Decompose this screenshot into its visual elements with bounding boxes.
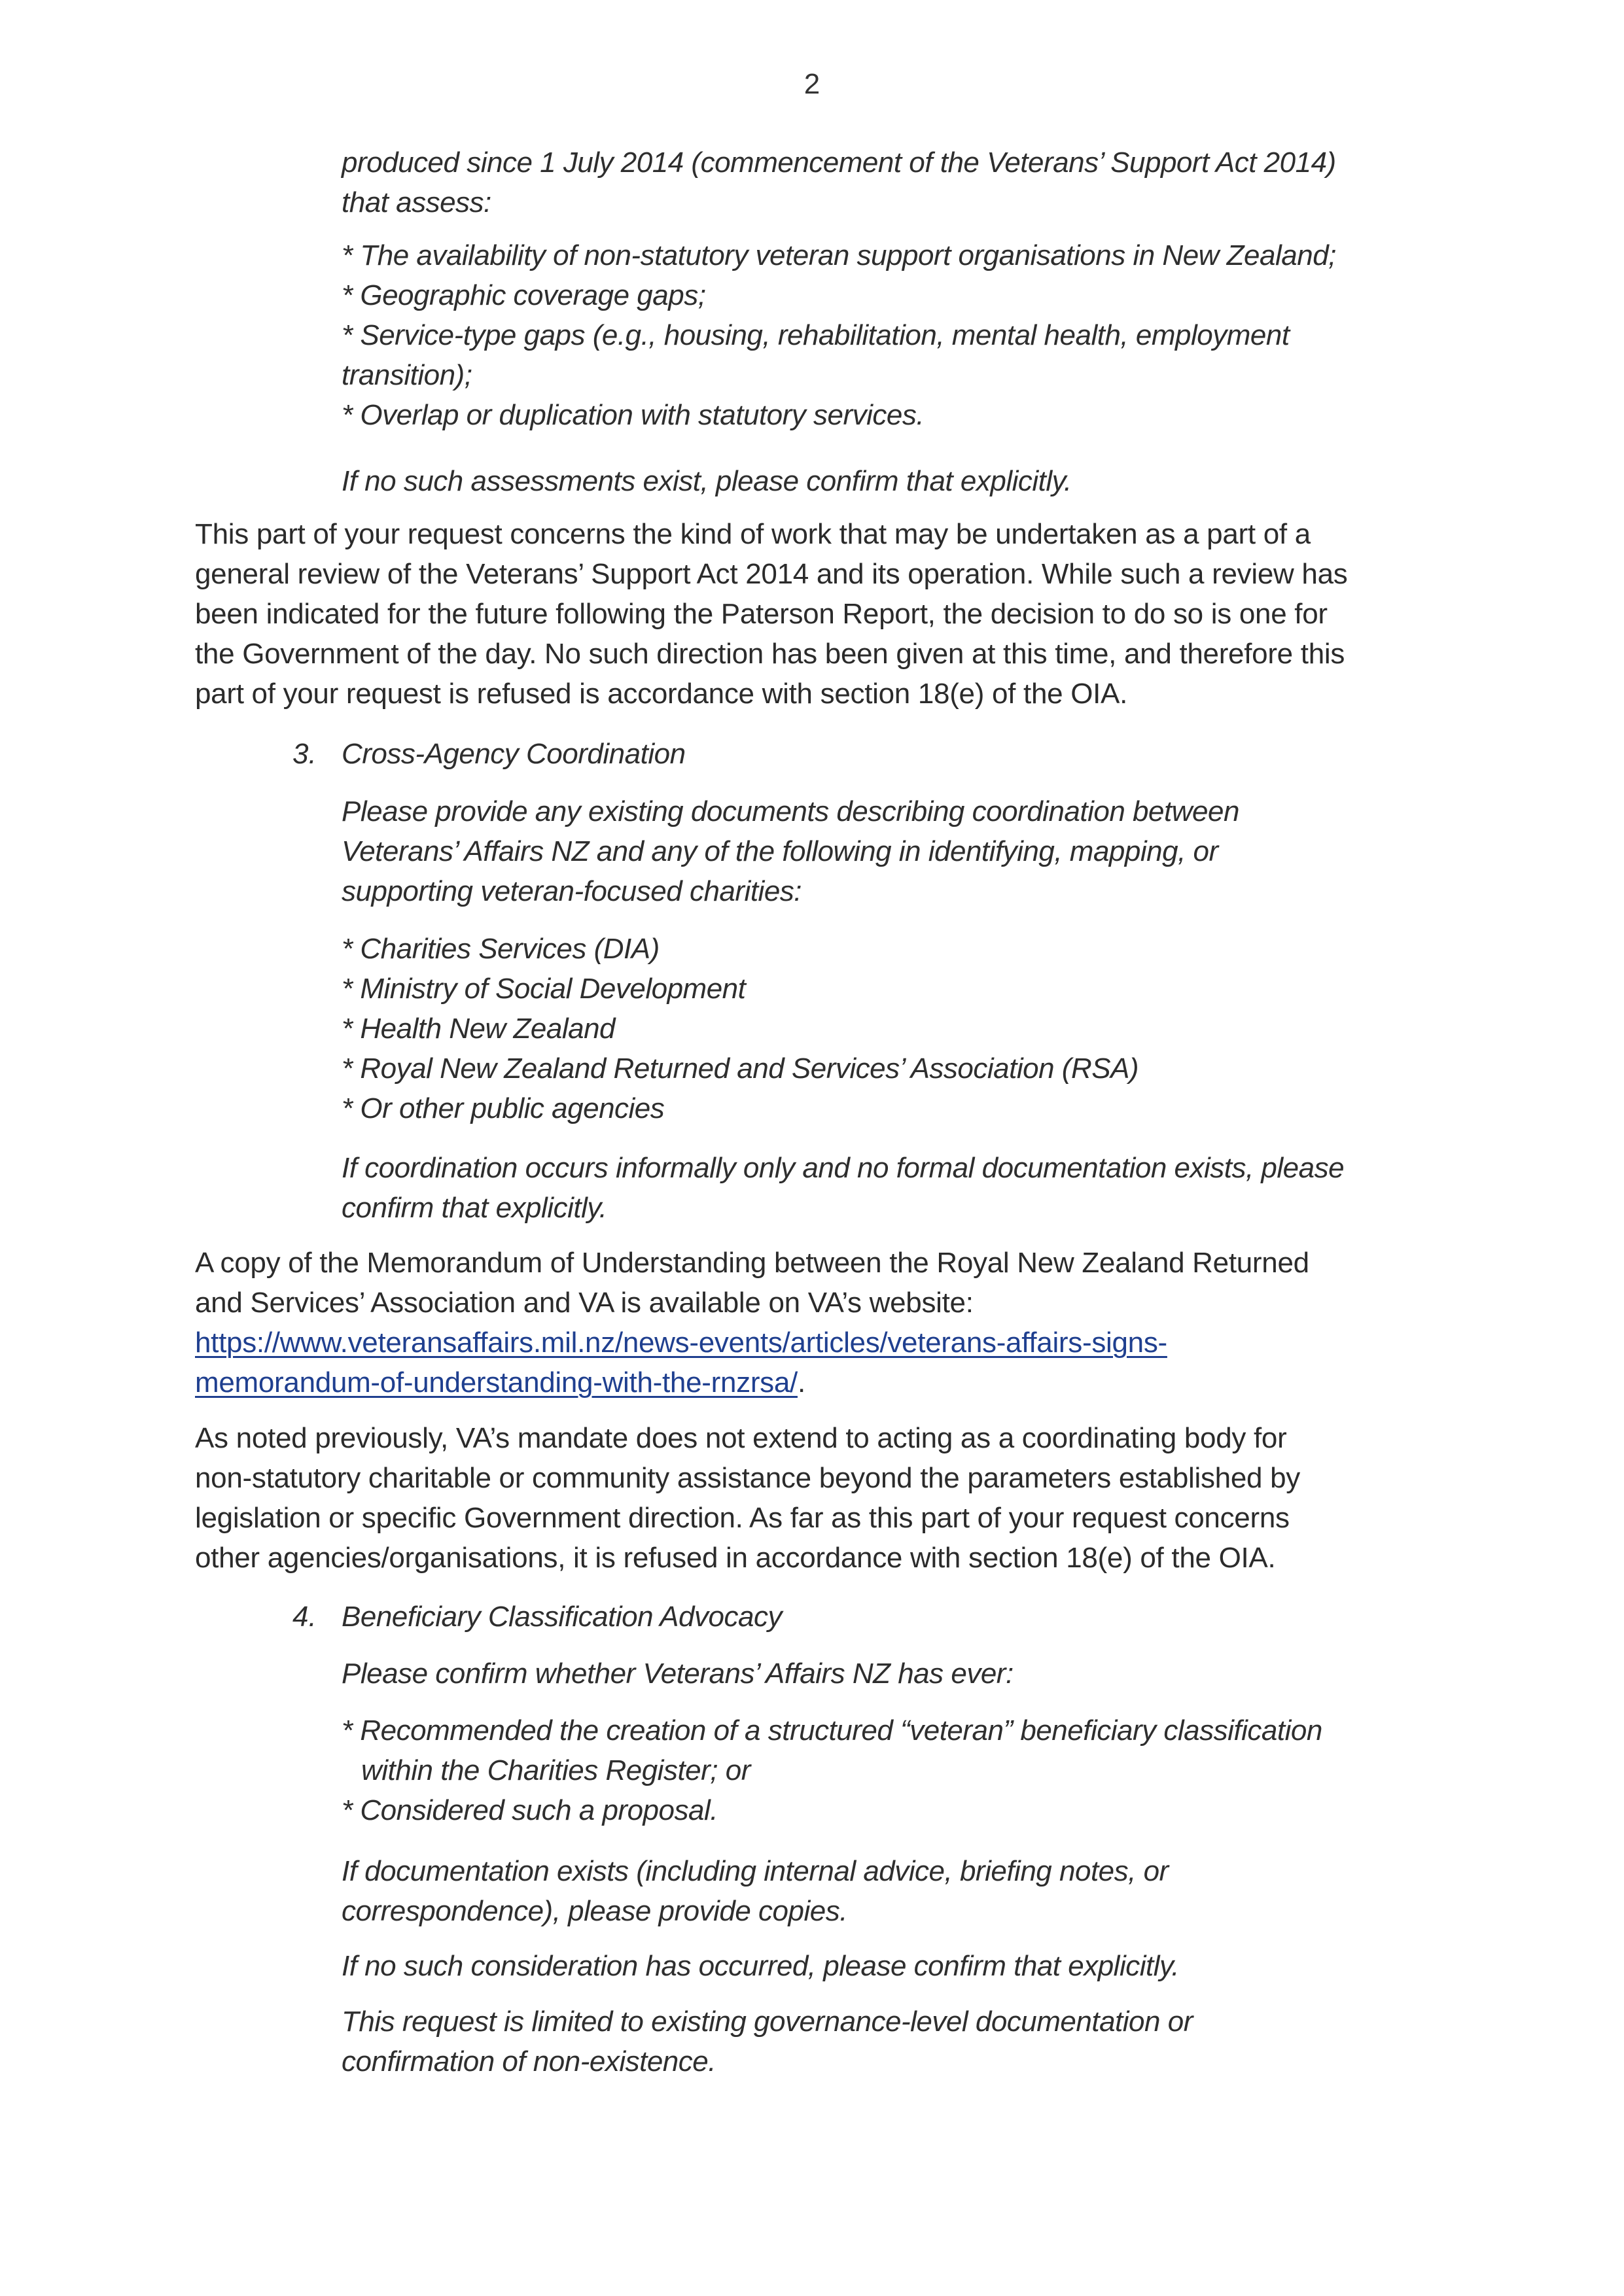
section3-heading-text: Cross-Agency Coordination	[342, 738, 686, 770]
section3-bullets	[342, 929, 1139, 1128]
paragraph-line: non-statutory charitable or community assistance beyond the parameters established by	[195, 1462, 1300, 1494]
list-item: * Royal New Zealand Returned and Services’ Association (RSA)	[342, 1052, 1139, 1085]
limit-line: This request is limited to existing governance-level documentation or	[342, 2006, 1193, 2038]
section4-number: 4.	[292, 1601, 317, 1633]
list-item: * Considered such a proposal.	[342, 1794, 718, 1826]
paragraph-line: part of your request is refused is accordance with section 18(e) of the OIA.	[195, 678, 1128, 710]
section2-intro-line: that assess:	[342, 186, 491, 218]
paragraph-line: general review of the Veterans’ Support Act 2014 and its operation. While such a review has	[195, 558, 1348, 590]
section4-no-consideration	[342, 1946, 1179, 1986]
section3-request	[342, 791, 1239, 911]
mou-link-continued[interactable]: memorandum-of-understanding-with-the-rnzrsa/	[195, 1366, 798, 1399]
paragraph-line: legislation or specific Government direction. As far as this part of your request concerns	[195, 1502, 1290, 1534]
list-item: * Ministry of Social Development	[342, 973, 746, 1005]
response2-paragraph	[195, 514, 1347, 714]
list-item: * Recommended the creation of a structured “veteran” beneficiary classification	[342, 1714, 1322, 1747]
section4-heading	[342, 1597, 782, 1637]
response3a-paragraph	[195, 1243, 1309, 1402]
section3-number: 3.	[292, 738, 317, 770]
list-item: * Health New Zealand	[342, 1013, 616, 1045]
list-item: * The availability of non-statutory veteran support organisations in New Zealand;	[342, 239, 1336, 271]
doc-line: correspondence), please provide copies.	[342, 1895, 847, 1927]
paragraph-line: the Government of the day. No such direction has been given at this time, and therefore this	[195, 638, 1345, 670]
paragraph-line: As noted previously, VA’s mandate does not extend to acting as a coordinating body for	[195, 1422, 1287, 1454]
section3-heading	[342, 734, 686, 774]
section2-intro	[342, 143, 1336, 222]
mou-link[interactable]: https://www.veteransaffairs.mil.nz/news-events/articles/veterans-affairs-signs-	[195, 1327, 1167, 1359]
paragraph-line: other agencies/organisations, it is refused in accordance with section 18(e) of the OIA.	[195, 1542, 1276, 1574]
section4-request	[342, 1654, 1014, 1694]
closing-line: If coordination occurs informally only and no formal documentation exists, please	[342, 1152, 1345, 1184]
list-item: * Or other public agencies	[342, 1092, 665, 1124]
paragraph-line: been indicated for the future following the Paterson Report, the decision to do so is one for	[195, 598, 1328, 630]
section2-closing	[342, 461, 1072, 501]
section4-heading-text: Beneficiary Classification Advocacy	[342, 1601, 782, 1633]
list-item: * Service-type gaps (e.g., housing, rehabilitation, mental health, employment	[342, 319, 1290, 351]
section4-request-text: Please confirm whether Veterans’ Affairs NZ has ever:	[342, 1658, 1014, 1690]
list-item: transition);	[342, 359, 472, 391]
section4-documentation	[342, 1851, 1169, 1931]
paragraph-line: This part of your request concerns the kind of work that may be undertaken as a part of a	[195, 518, 1311, 550]
section4-limit	[342, 2002, 1193, 2081]
request-line: Veterans’ Affairs NZ and any of the following in identifying, mapping, or	[342, 835, 1218, 867]
paragraph-line: and Services’ Association and VA is available on VA’s website:	[195, 1287, 974, 1319]
doc-line: If documentation exists (including internal advice, briefing notes, or	[342, 1855, 1169, 1887]
section4-bullets	[342, 1711, 1322, 1830]
request-line: Please provide any existing documents describing coordination between	[342, 795, 1239, 827]
list-item-continuation: within the Charities Register; or	[361, 1754, 750, 1786]
list-item: * Charities Services (DIA)	[342, 933, 660, 965]
list-item: * Overlap or duplication with statutory services.	[342, 399, 925, 431]
section2-intro-line: produced since 1 July 2014 (commencement of the Veterans’ Support Act 2014)	[342, 147, 1336, 179]
section3-closing	[342, 1148, 1344, 1228]
request-line: supporting veteran-focused charities:	[342, 875, 802, 907]
mou-link-line	[195, 1323, 1309, 1363]
no-consideration-text: If no such consideration has occurred, please confirm that explicitly.	[342, 1950, 1179, 1982]
page-number: 2	[803, 68, 821, 100]
section2-closing-text: If no such assessments exist, please confirm that explicitly.	[342, 465, 1072, 497]
link-trailing-period: .	[797, 1366, 805, 1399]
paragraph-line: A copy of the Memorandum of Understanding between the Royal New Zealand Returned	[195, 1247, 1309, 1279]
mou-link-line	[195, 1363, 1309, 1402]
limit-line: confirmation of non-existence.	[342, 2045, 716, 2078]
section2-bullets	[342, 235, 1336, 435]
list-item: * Geographic coverage gaps;	[342, 279, 706, 311]
response3b-paragraph	[195, 1418, 1300, 1578]
closing-line: confirm that explicitly.	[342, 1192, 607, 1224]
